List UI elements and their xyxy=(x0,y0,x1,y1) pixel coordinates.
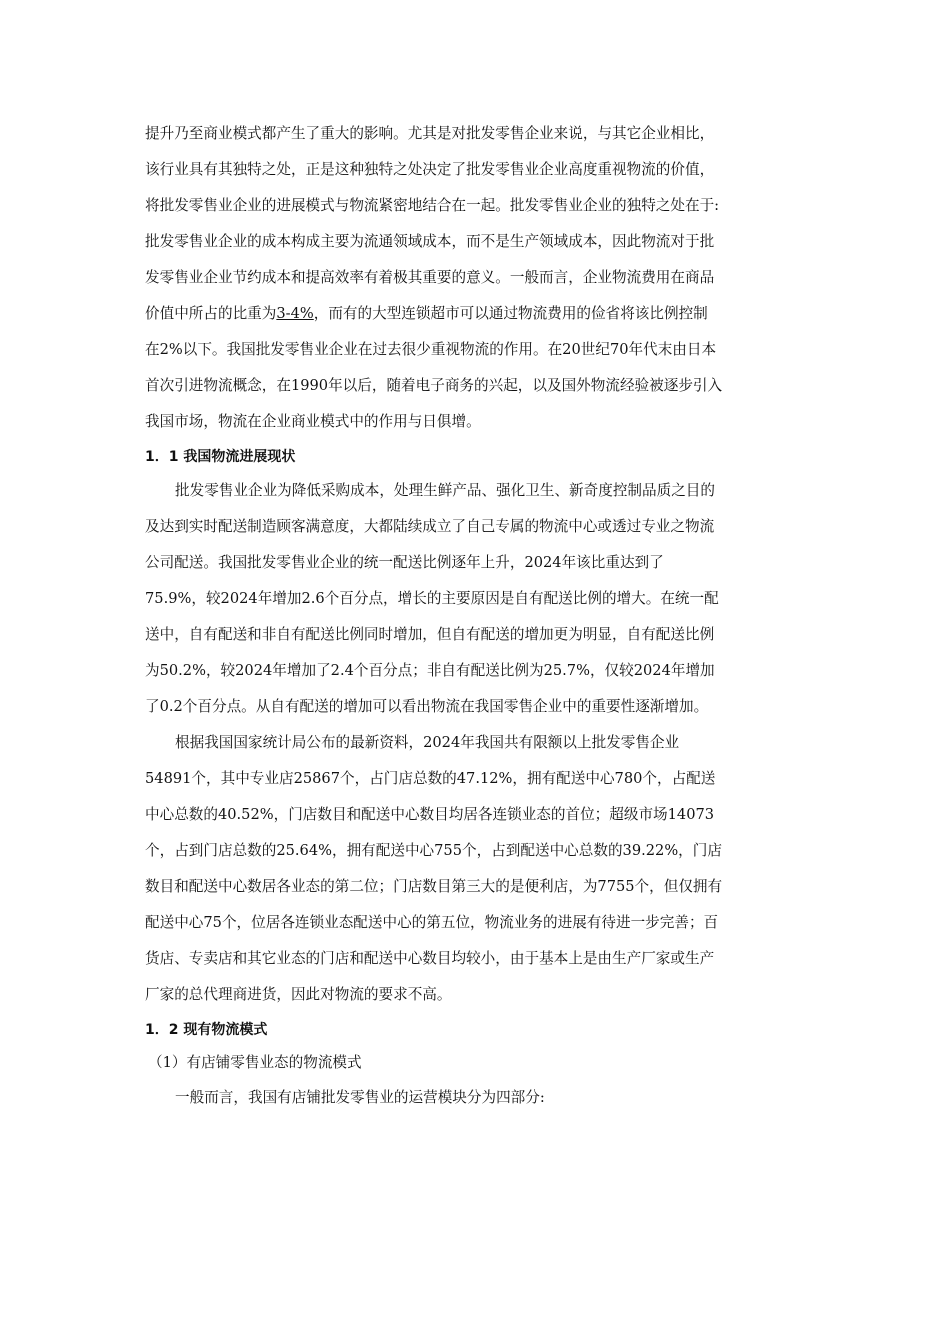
text-line: 首次引进物流概念，在1990年以后，随着电子商务的兴起，以及国外物流经验被逐步引入 xyxy=(145,377,723,394)
section-heading-1-1: 1．1 我国物流进展现状 xyxy=(145,449,296,465)
text-line: 批发零售业企业的成本构成主要为流通领域成本，而不是生产领域成本，因此物流对于批 xyxy=(145,233,715,250)
text-line: 75.9%，较2024年增加2.6个百分点，增长的主要原因是自有配送比例的增大。在统一配 xyxy=(145,590,719,607)
text-line: 厂家的总代理商进货，因此对物流的要求不高。 xyxy=(145,986,452,1003)
text-line: 及达到实时配送制造顾客满意度，大都陆续成立了自己专属的物流中心或透过专业之物流 xyxy=(145,518,715,535)
text-line: 为50.2%，较2024年增加了2.4个百分点；非自有配送比例为25.7%，仅较2024年增加 xyxy=(145,662,715,679)
text-line: 货店、专卖店和其它业态的门店和配送中心数目均较小，由于基本上是由生产厂家或生产 xyxy=(145,950,715,967)
text-span: ，而有的大型连锁超市可以通过物流费用的俭省将该比例控制 xyxy=(313,305,708,322)
subsection-heading: （1）有店铺零售业态的物流模式 xyxy=(148,1054,362,1071)
section-heading-1-2: 1．2 现有物流模式 xyxy=(145,1022,268,1038)
text-line: 在2%以下。我国批发零售业企业在过去很少重视物流的作用。在20世纪70年代末由日本 xyxy=(145,341,717,358)
text-line: 个，占到门店总数的25.64%，拥有配送中心755个，占到配送中心总数的39.22%，门店 xyxy=(145,842,722,859)
text-line: 配送中心75个，位居各连锁业态配送中心的第五位，物流业务的进展有待进一步完善；百 xyxy=(145,914,719,931)
text-line: 发零售业企业节约成本和提高效率有着极其重要的意义。一般而言，企业物流费用在商品 xyxy=(145,269,715,286)
text-line: 54891个，其中专业店25867个，占门店总数的47.12%，拥有配送中心780个，占配送 xyxy=(145,770,716,787)
text-line: 将批发零售业企业的进展模式与物流紧密地结合在一起。批发零售业企业的独特之处在于: xyxy=(145,197,720,214)
text-line: 数目和配送中心数居各业态的第二位；门店数目第三大的是便利店，为7755个，但仅拥有 xyxy=(145,878,723,895)
text-span: 价值中所占的比重为 xyxy=(145,305,277,322)
text-line: 公司配送。我国批发零售业企业的统一配送比例逐年上升，2024年该比重达到了 xyxy=(145,554,664,571)
text-line: 送中，自有配送和非自有配送比例同时增加，但自有配送的增加更为明显，自有配送比例 xyxy=(145,626,715,643)
underlined-percentage: 3-4% xyxy=(276,305,314,322)
text-line: 提升乃至商业模式都产生了重大的影响。尤其是对批发零售企业来说，与其它企业相比， xyxy=(145,125,715,142)
text-line: 我国市场，物流在企业商业模式中的作用与日俱增。 xyxy=(145,413,481,430)
text-line: 中心总数的40.52%，门店数目和配送中心数目均居各连锁业态的首位；超级市场14073 xyxy=(145,806,715,823)
text-line: 根据我国国家统计局公布的最新资料，2024年我国共有限额以上批发零售企业 xyxy=(175,734,680,751)
text-line: 了0.2个百分点。从自有配送的增加可以看出物流在我国零售企业中的重要性逐渐增加。 xyxy=(145,698,709,715)
text-line: 一般而言，我国有店铺批发零售业的运营模块分为四部分: xyxy=(175,1089,545,1106)
text-line: 该行业具有其独特之处，正是这种独特之处决定了批发零售业企业高度重视物流的价值， xyxy=(145,161,715,178)
text-line xyxy=(145,304,708,324)
text-line: 批发零售业企业为降低采购成本，处理生鲜产品、强化卫生、新奇度控制品质之目的 xyxy=(175,482,715,499)
